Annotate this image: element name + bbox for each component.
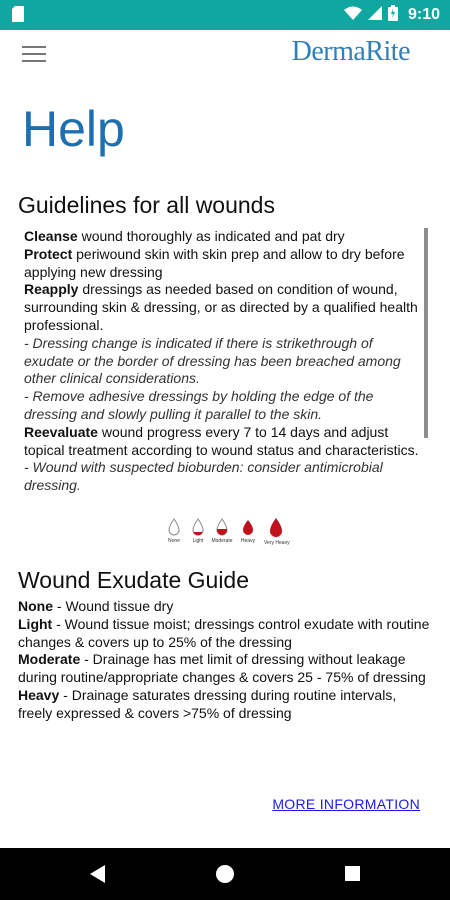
exudate-item: Moderate - Drainage has met limit of dressing without leakage during routine/appropriate changes & covers 25 - 75% of dressing xyxy=(18,651,426,686)
guideline-note: - Dressing change is indicated if there is strikethrough of exudate or the border of dressing has been breached among other clinical considerations. xyxy=(24,334,401,387)
guideline-item: Reapply dressings as needed based on condition of wound, surrounding skin & dressing, or as directed by a qualified health professional. xyxy=(24,281,418,333)
home-icon[interactable] xyxy=(216,865,234,883)
system-nav-bar xyxy=(0,848,450,900)
exudate-item: None - Wound tissue dry xyxy=(18,598,174,614)
drop-moderate-icon: Moderate xyxy=(210,518,234,544)
back-icon[interactable] xyxy=(90,865,105,883)
signal-icon xyxy=(368,6,382,25)
exudate-item: Heavy - Drainage saturates dressing during routine intervals, freely expressed & covers >75% of dressing xyxy=(18,686,397,721)
guideline-note: - Remove adhesive dressings by holding the edge of the dressing and slowly pulling it parallel to the skin. xyxy=(24,388,374,422)
guideline-note: - Wound with suspected bioburden: consider antimicrobial dressing. xyxy=(24,459,383,494)
guidelines-scrollbar[interactable] xyxy=(424,228,428,438)
guidelines-title: Guidelines for all wounds xyxy=(18,192,275,218)
page-title: Help xyxy=(22,101,125,157)
wifi-icon xyxy=(344,6,362,25)
exudate-guide-title: Wound Exudate Guide xyxy=(18,567,250,593)
status-bar xyxy=(0,0,450,30)
recents-icon[interactable] xyxy=(345,866,360,881)
guideline-item: Cleanse wound thoroughly as indicated and pat dry xyxy=(24,228,345,244)
exudate-guide xyxy=(18,598,433,723)
drop-very-heavy-icon: Very Heavy xyxy=(264,518,288,546)
status-time: 9:10 xyxy=(407,6,440,23)
brand-logo: DermaRite xyxy=(291,36,410,67)
exudate-drops-illustration xyxy=(162,518,292,558)
battery-icon xyxy=(388,5,398,26)
drop-light-icon: Light xyxy=(186,518,210,544)
guideline-item: Reevaluate wound progress every 7 to 14 days and adjust topical treatment according to wound status and characteristics. xyxy=(24,423,419,458)
hamburger-menu-icon[interactable] xyxy=(22,42,46,66)
sim-card-icon xyxy=(12,6,24,27)
exudate-item: Light - Wound tissue moist; dressings control exudate with routine changes & covers up to 25% of the dressing xyxy=(18,615,430,650)
more-information-link[interactable]: MORE INFORMATION xyxy=(272,796,420,812)
drop-heavy-icon: Heavy xyxy=(236,518,260,544)
guidelines-scroll-box[interactable] xyxy=(24,228,426,504)
drop-none-icon: None xyxy=(162,518,186,544)
guideline-item: Protect periwound skin with skin prep and allow to dry before applying new dressing xyxy=(24,245,405,280)
